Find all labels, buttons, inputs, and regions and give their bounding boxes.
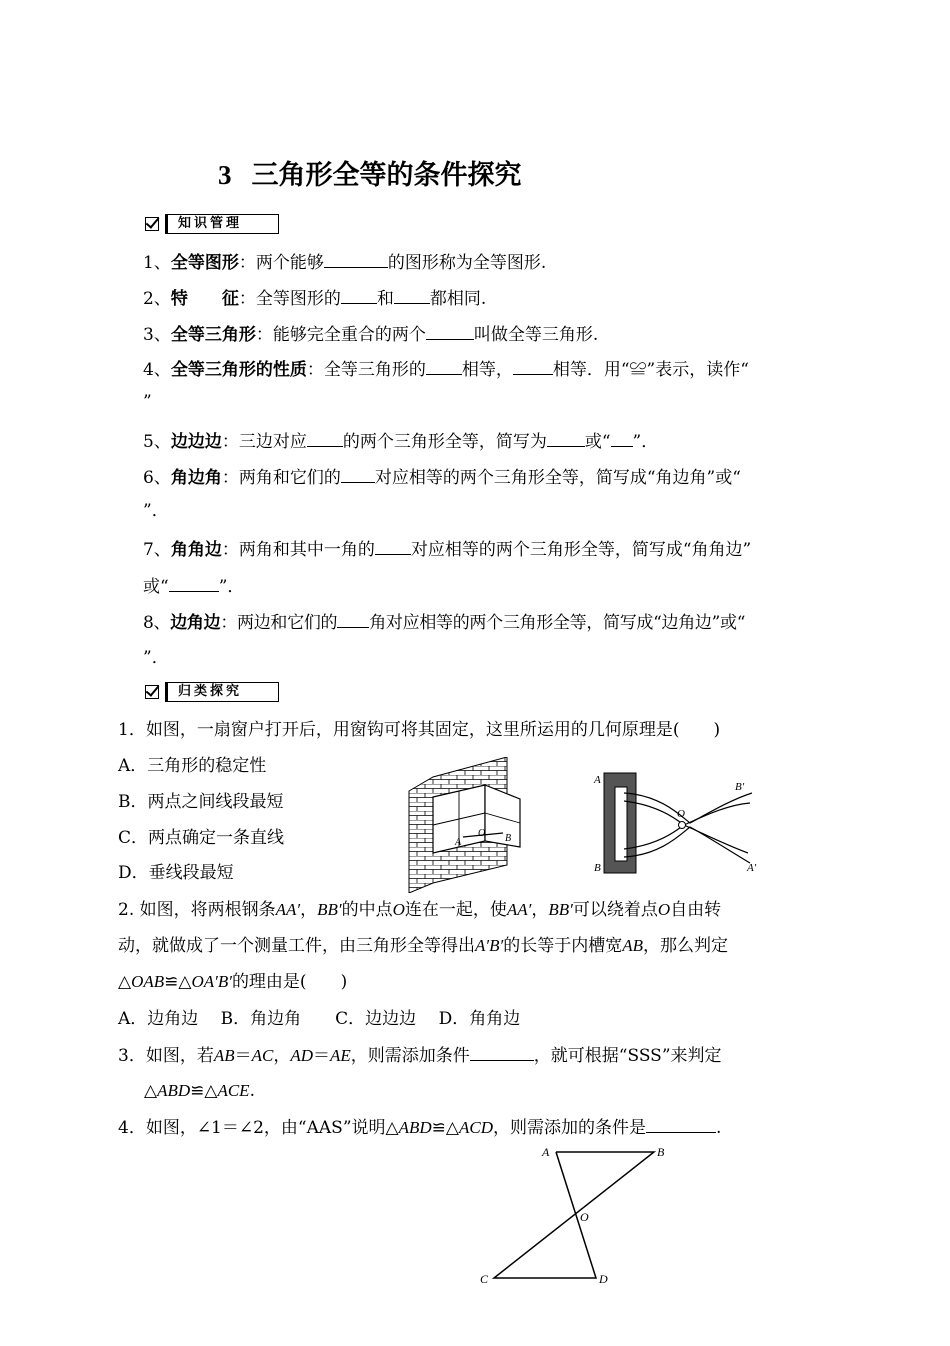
- knowledge-item-4-cont: [143, 391, 152, 413]
- text: △: [144, 1081, 158, 1101]
- measuring-tool-figure: [590, 765, 770, 880]
- math: AD: [290, 1046, 314, 1065]
- blank[interactable]: [341, 287, 377, 304]
- question-3-line-2: [144, 1080, 255, 1102]
- text: ：全等三角形的: [306, 360, 426, 380]
- text: △: [118, 972, 132, 992]
- item-num: 3、: [143, 325, 171, 345]
- text: 2. 如图，将两根钢条: [118, 900, 276, 920]
- blank[interactable]: [307, 430, 343, 447]
- text: ：三边对应: [221, 432, 307, 452]
- math: O: [657, 900, 671, 919]
- math: A′B′: [475, 936, 504, 955]
- math: OAB: [131, 972, 165, 991]
- text: .: [715, 1118, 722, 1138]
- term: 角角边: [170, 540, 222, 560]
- math: AC: [251, 1046, 274, 1065]
- fig2-label-bprime: B′: [735, 781, 745, 793]
- knowledge-item-3: [143, 323, 598, 346]
- math: BB′: [317, 900, 342, 919]
- question-3-line-1: [118, 1044, 722, 1067]
- fig1-label-o: O: [478, 828, 486, 839]
- math: AB: [213, 1046, 235, 1065]
- fig1-label-a: A: [455, 837, 462, 848]
- crossed-triangles-figure: [476, 1140, 676, 1290]
- knowledge-item-7-cont: [143, 575, 244, 598]
- math: AA′: [275, 900, 301, 919]
- question-2-line-1: [118, 899, 721, 921]
- item-num: 5、: [143, 432, 171, 452]
- q2-options[interactable]: A．边角边 B．角边角 C．边边边 D．角角边: [118, 1009, 521, 1029]
- text: 都相同.: [429, 289, 487, 309]
- text: ，: [531, 900, 549, 920]
- fig3-label-a: A: [542, 1145, 550, 1159]
- text: ，: [300, 900, 318, 920]
- section-title: 知识管理: [165, 214, 279, 234]
- question-1-stem: 1．如图，一扇窗户打开后，用窗钩可将其固定，这里所运用的几何原理是( ): [118, 720, 721, 740]
- text: ，就可根据“SSS”来判定: [533, 1046, 722, 1066]
- knowledge-item-6-cont: [143, 500, 169, 522]
- q1-option-d[interactable]: D．垂线段最短: [118, 863, 234, 883]
- blank[interactable]: [169, 575, 219, 592]
- fig3-label-c: C: [480, 1272, 489, 1286]
- math: OA′B′: [191, 972, 232, 991]
- text: 的图形称为全等图形.: [387, 253, 547, 273]
- knowledge-item-5: [143, 430, 658, 453]
- fig2-label-a: A: [594, 774, 601, 786]
- section-title: 归类探究: [165, 682, 279, 702]
- page-title: [218, 153, 522, 192]
- question-4: [118, 1116, 721, 1139]
- text: 叫做全等三角形.: [473, 325, 599, 345]
- text: 相等，: [461, 360, 513, 380]
- text: 和: [376, 289, 394, 309]
- text: ：两角和其中一角的: [221, 540, 375, 560]
- math: ACE: [217, 1081, 250, 1100]
- text: 角对应相等的两个三角形全等，简写成“边角边”或“: [369, 613, 746, 633]
- fig2-label-aprime: A′: [747, 862, 757, 874]
- text: 对应相等的两个三角形全等，简写成“角角边”: [410, 540, 752, 560]
- checkbox-icon: [145, 685, 159, 699]
- knowledge-item-2: [143, 287, 486, 310]
- blank[interactable]: [426, 358, 462, 375]
- blank[interactable]: [324, 251, 388, 268]
- q1-option-c[interactable]: C．两点确定一条直线: [118, 828, 285, 848]
- text: 4．如图，∠1＝∠2，由“AAS”说明△: [118, 1118, 399, 1138]
- text: 连在一起，使: [404, 900, 507, 920]
- math: ABD: [157, 1081, 191, 1100]
- math: ACD: [458, 1118, 493, 1137]
- section-header-explore: [145, 682, 279, 702]
- text: ，则需添加的条件是: [492, 1118, 646, 1138]
- text: 对应相等的两个三角形全等，简写成“角边角”或“: [374, 468, 741, 488]
- blank[interactable]: [611, 430, 633, 447]
- math: AA′: [506, 900, 532, 919]
- blank[interactable]: [337, 611, 369, 628]
- item-num: 8、: [143, 613, 171, 633]
- text: ＝: [313, 1046, 331, 1066]
- knowledge-item-1: [143, 251, 546, 274]
- text: ：两角和它们的: [221, 468, 341, 488]
- q1-option-a[interactable]: A．三角形的稳定性: [118, 756, 267, 776]
- question-2-line-3: [118, 971, 347, 993]
- math: ABD: [398, 1118, 432, 1137]
- question-2-line-2: [118, 935, 728, 957]
- math: O: [392, 900, 405, 919]
- text: ≌△: [431, 1118, 459, 1138]
- text: 可以绕着点: [572, 900, 658, 920]
- title-number: 3: [218, 160, 232, 190]
- title-text: 三角形全等的条件探究: [251, 160, 522, 191]
- math: AB: [622, 936, 643, 955]
- math: BB′: [548, 900, 573, 919]
- term: 全等图形: [170, 253, 239, 273]
- q1-option-b[interactable]: B．两点之间线段最短: [118, 792, 284, 812]
- fig3-label-b: B: [657, 1145, 665, 1159]
- text: 的长等于内槽宽: [503, 936, 623, 956]
- blank[interactable]: [470, 1044, 534, 1061]
- text: ＝: [234, 1046, 252, 1066]
- blank[interactable]: [547, 430, 585, 447]
- text: ”．: [143, 501, 169, 521]
- term: 全等三角形: [170, 325, 256, 345]
- text: ，那么判定: [643, 936, 728, 956]
- text: 的中点: [341, 900, 393, 920]
- text: 动，就做成了一个测量工件，由三角形全等得出: [118, 936, 475, 956]
- fig1-label-b: B: [505, 833, 512, 844]
- blank[interactable]: [513, 358, 553, 375]
- text: ：能够完全重合的两个: [255, 325, 426, 345]
- text: ，则需添加条件: [350, 1046, 470, 1066]
- item-num: 6、: [143, 468, 171, 488]
- text: ”．: [632, 432, 659, 452]
- text: 或“: [143, 577, 169, 597]
- knowledge-item-4: [143, 358, 749, 381]
- checkbox-icon: [145, 217, 159, 231]
- term: 特 征: [170, 289, 239, 309]
- item-num: 1、: [143, 253, 171, 273]
- blank[interactable]: [426, 323, 474, 340]
- blank[interactable]: [646, 1116, 716, 1133]
- item-num: 4、: [143, 360, 171, 380]
- text: ”．: [218, 577, 245, 597]
- blank[interactable]: [394, 287, 430, 304]
- term: 边角边: [170, 613, 221, 633]
- text: ”: [143, 392, 152, 412]
- fig2-label-b: B: [594, 862, 601, 874]
- text: 相等．用“≌”表示，读作“: [552, 360, 749, 380]
- fig3-label-d: D: [599, 1272, 608, 1286]
- term: 全等三角形的性质: [170, 360, 307, 380]
- window-figure: [405, 757, 530, 893]
- text: ：全等图形的: [238, 289, 341, 309]
- blank[interactable]: [341, 466, 375, 483]
- text: 自由转: [670, 900, 722, 920]
- item-num: 2、: [143, 289, 171, 309]
- knowledge-item-7: [143, 538, 751, 561]
- math: AE: [330, 1046, 351, 1065]
- blank[interactable]: [375, 538, 411, 555]
- text: .: [249, 1081, 255, 1101]
- text: ≌△: [190, 1081, 218, 1101]
- term: 角边角: [170, 468, 222, 488]
- text: 的理由是( ): [231, 972, 348, 992]
- text: ，: [273, 1046, 291, 1066]
- term: 边边边: [170, 432, 222, 452]
- item-num: 7、: [143, 540, 171, 560]
- text: 或“: [584, 432, 611, 452]
- fig3-label-o: O: [580, 1210, 589, 1224]
- text: 的两个三角形全等，简写为: [342, 432, 547, 452]
- section-header-knowledge: [145, 214, 279, 234]
- knowledge-item-8: [143, 611, 745, 634]
- fig2-label-o: O: [677, 808, 685, 820]
- text: ≌△: [164, 972, 192, 992]
- knowledge-item-6: [143, 466, 741, 489]
- knowledge-item-8-cont: [143, 647, 169, 669]
- text: ”．: [143, 648, 169, 668]
- text: ：两个能够: [238, 253, 324, 273]
- text: ：两边和它们的: [220, 613, 338, 633]
- text: 3．如图，若: [118, 1046, 214, 1066]
